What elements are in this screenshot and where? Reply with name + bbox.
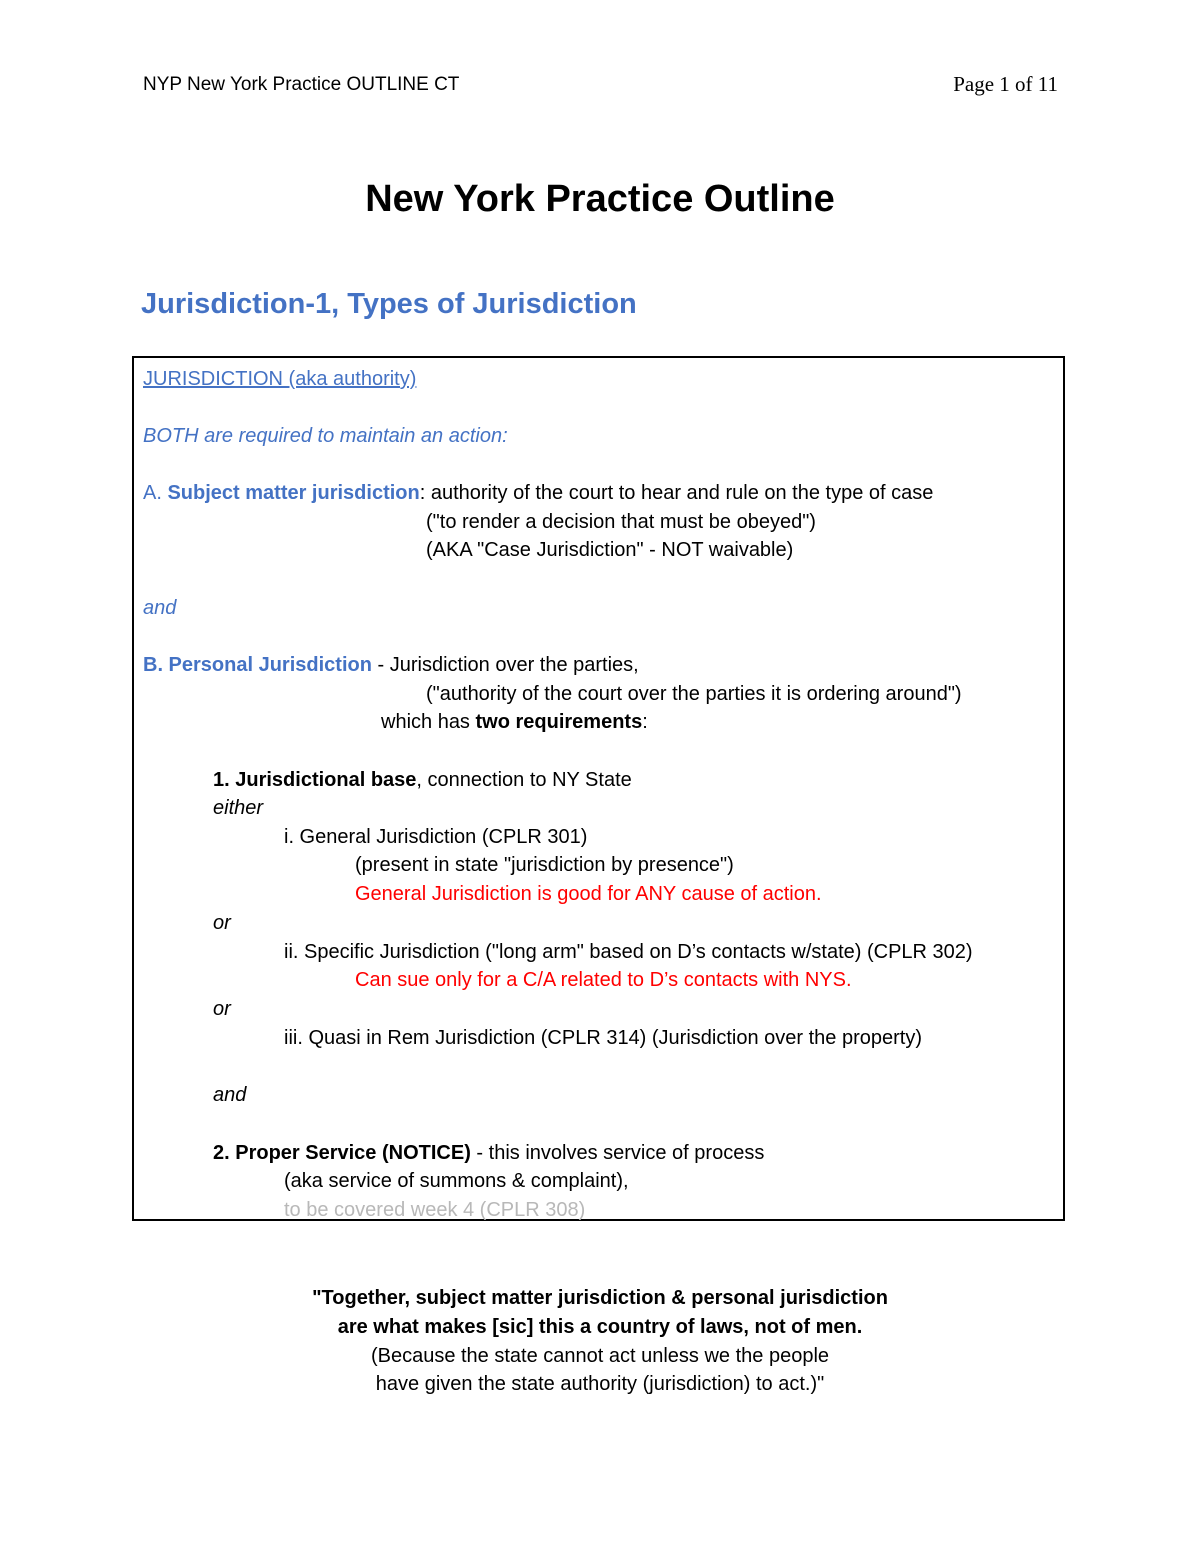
requirement-1-rest: , connection to NY State [416, 769, 632, 791]
general-jurisdiction-title: i. General Jurisdiction (CPLR 301) [284, 826, 588, 848]
requirement-1-term: Jurisdictional base [235, 769, 417, 791]
subject-matter-note-1: ("to render a decision that must be obeyed") [426, 511, 816, 533]
and-connector: and [143, 597, 177, 619]
requirement-2-covered-note: to be covered week 4 (CPLR 308) [284, 1199, 586, 1221]
general-jurisdiction-emphasis: General Jurisdiction is good for ANY cause of action. [355, 883, 822, 905]
and-connector-2: and [213, 1084, 247, 1106]
or-connector-2: or [213, 998, 231, 1020]
subject-matter-definition: : authority of the court to hear and rule on the type of case [419, 482, 934, 504]
requirement-1-number: 1. [213, 769, 236, 791]
requirement-2-note: (aka service of summons & complaint), [284, 1170, 629, 1192]
two-requirements-line [381, 712, 648, 732]
two-requirements-post: : [642, 711, 648, 733]
jurisdiction-box [132, 356, 1065, 1221]
subject-matter-note-2: (AKA "Case Jurisdiction" - NOT waivable) [426, 539, 794, 561]
requirement-2-line [213, 1143, 764, 1163]
or-connector-1: or [213, 912, 231, 934]
box-heading: JURISDICTION (aka authority) [143, 368, 417, 390]
subject-matter-term: Subject matter jurisdiction [167, 482, 420, 504]
specific-jurisdiction-emphasis: Can sue only for a C/A related to D’s contacts with NYS. [355, 969, 852, 991]
personal-jurisdiction-term: B. Personal Jurisdiction [143, 654, 372, 676]
quote-line-2: are what makes [sic] this a country of laws, not of men. [337, 1316, 863, 1338]
personal-jurisdiction-definition: - Jurisdiction over the parties, [371, 654, 639, 676]
specific-jurisdiction-title: ii. Specific Jurisdiction ("long arm" based on D’s contacts w/state) (CPLR 302) [284, 941, 973, 963]
requirement-2-rest: - this involves service of process [470, 1142, 765, 1164]
quote-line-1: "Together, subject matter jurisdiction & personal jurisdiction [312, 1287, 888, 1309]
quote-line-3: (Because the state cannot act unless we the people [370, 1345, 830, 1367]
document-title: New York Practice Outline [365, 178, 835, 220]
item-a-prefix: A. [143, 482, 168, 504]
two-requirements-bold: two requirements [475, 711, 643, 733]
page-number: Page 1 of 11 [953, 72, 1058, 96]
both-required-line: BOTH are required to maintain an action: [143, 425, 508, 447]
subject-matter-line [143, 483, 933, 503]
running-header: NYP New York Practice OUTLINE CT [143, 74, 460, 95]
personal-jurisdiction-line [143, 655, 639, 675]
either-label: either [213, 797, 264, 819]
requirement-2-term: 2. Proper Service (NOTICE) [213, 1142, 471, 1164]
requirement-1-line [213, 770, 632, 790]
two-requirements-pre: which has [381, 711, 476, 733]
quote-line-4: have given the state authority (jurisdiction) to act.)" [375, 1373, 825, 1395]
personal-jurisdiction-note: ("authority of the court over the parties it is ordering around") [426, 683, 962, 705]
general-jurisdiction-note: (present in state "jurisdiction by presence") [355, 854, 734, 876]
section-heading: Jurisdiction-1, Types of Jurisdiction [141, 288, 637, 320]
quasi-in-rem-title: iii. Quasi in Rem Jurisdiction (CPLR 314) (Jurisdiction over the property) [284, 1027, 923, 1049]
